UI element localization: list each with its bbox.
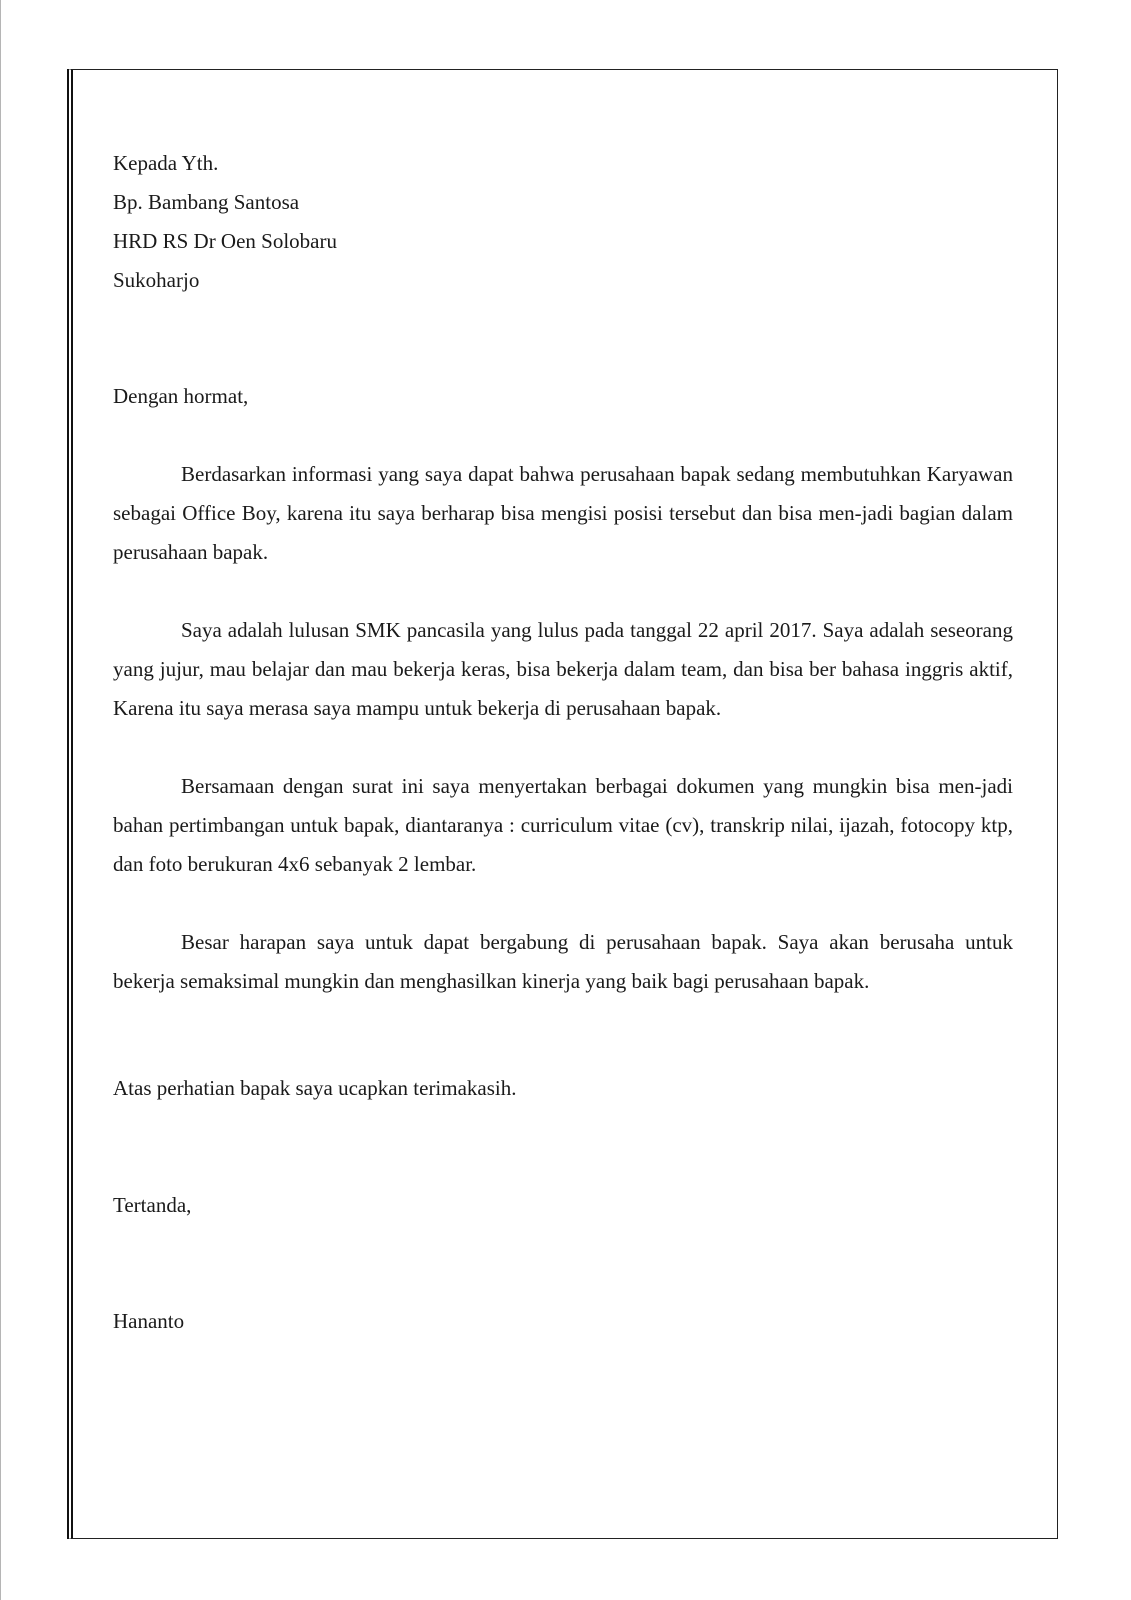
recipient-name: Bp. Bambang Santosa — [113, 190, 300, 214]
page-left-edge — [0, 0, 1, 1600]
body-paragraph-4: Besar harapan saya untuk dapat bergabung di perusahaan bapak. Saya akan berusaha untuk bekerja semaksimal mungkin dan menghasilkan kinerja yang baik bagi perusahaan bapak. — [113, 930, 1013, 993]
closing-statement: Atas perhatian bapak saya ucapkan terimakasih. — [113, 1076, 517, 1100]
recipient-department: HRD RS Dr Oen Solobaru — [113, 229, 337, 253]
recipient-city: Sukoharjo — [113, 268, 200, 292]
signature-name: Hananto — [113, 1309, 185, 1333]
recipient-salutation: Kepada Yth. — [113, 151, 219, 175]
body-paragraph-2: Saya adalah lulusan SMK pancasila yang lulus pada tanggal 22 april 2017. Saya adalah seseorang yang jujur, mau belajar dan mau bekerja keras, bisa bekerja dalam team, dan bisa ber bahasa inggris aktif, Karena itu saya merasa saya mampu untuk bekerja di perusahaan bapak. — [113, 618, 1013, 720]
signoff: Tertanda, — [113, 1193, 192, 1217]
greeting: Dengan hormat, — [113, 384, 249, 408]
body-paragraph-3: Bersamaan dengan surat ini saya menyertakan berbagai dokumen yang mungkin bisa men-jadi bahan pertimbangan untuk bapak, diantaranya : curriculum vitae (cv), transkrip nilai, ijazah, fotocopy ktp, dan foto berukuran 4x6 sebanyak 2 lembar. — [113, 774, 1013, 876]
body-paragraph-1: Berdasarkan informasi yang saya dapat bahwa perusahaan bapak sedang membutuhkan Karyawan sebagai Office Boy, karena itu saya berharap bisa mengisi posisi tersebut dan bisa men-jadi bagian dalam perusahaan bapak. — [113, 462, 1013, 564]
